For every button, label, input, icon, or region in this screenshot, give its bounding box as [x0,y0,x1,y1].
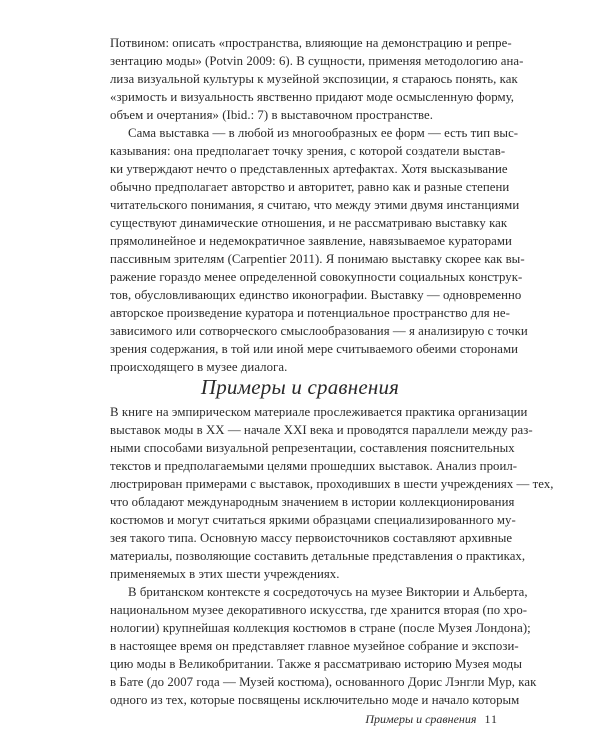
text-line: национальном музее декоративного искусства, где хранится вторая (по хро- [110,603,528,617]
text-line: тов, обусловливающих единство иконографии. Выставку — одновременно [110,288,522,302]
text-line: прямолинейное и недемократичное заявление, навязываемое кураторами [110,234,512,248]
text-line: пассивным зрителям (Carpentier 2011). Я понимаю выставку скорее как вы- [110,252,525,266]
text-line: Потвином: описать «пространства, влияющие на демонстрацию и репре- [110,36,512,50]
text-line: цию моды в Великобритании. Также я рассматриваю историю Музея моды [110,657,522,671]
text-line: зависимого или сотворческого смыслообразования — я анализирую с точки [110,324,528,338]
text-line: существуют динамические отношения, и не рассматриваю выставку как [110,216,508,230]
text-line: материалы, позволяющие составить детальные представления о практиках, [110,549,526,563]
text-line: текстов и предполагаемыми целями прошедших выставок. Анализ проил- [110,459,518,473]
text-line: костюмов и могут считаться яркими образцами специализированного му- [110,513,516,527]
text-line: нологии) крупнейшая коллекция костюмов в стране (после Музея Лондона); [110,621,531,635]
text-line: лиза визуальной культуры к музейной экспозиции, я стараюсь понять, как [110,72,518,86]
text-line: В книге на эмпирическом материале прослеживается практика организации [110,405,528,419]
text-line: происходящего в музее диалога. [110,360,288,374]
text-line: казывания: она предполагает точку зрения, с которой создатели выстав- [110,144,506,158]
page-number: 11 [484,712,498,726]
text-line: зея такого типа. Основную массу первоисточников составляют архивные [110,531,513,545]
text-line: что обладают международным значением в истории коллекционирования [110,495,515,509]
text-line: объем и очертания» (Ibid.: 7) в выставочном пространстве. [110,108,433,122]
text-line: в настоящее время он представляет главное музейное собрание и экспози- [110,639,519,653]
text-line: применяемых в этих шести учреждениях. [110,567,340,581]
text-line: ными способами визуальной репрезентации, составления пояснительных [110,441,515,455]
text-line: одного из тех, которые посвящены исключительно моде и начало которым [110,693,520,707]
text-line: читательского понимания, я считаю, что между этими двумя инстанциями [110,198,520,212]
text-line: люстрирован примерами с выставок, проходивших в шести учреждениях — тех, [110,477,554,491]
text-line: зентацию моды» (Potvin 2009: 6). В сущности, применяя методологию ана- [110,54,524,68]
text-line: авторское произведение куратора и потенциальное пространство для не- [110,306,510,320]
text-line: Сама выставка — в любой из многообразных ее форм — есть тип выс- [128,126,519,140]
text-line: зрения содержания, в той или иной мере считываемого обеими сторонами [110,342,519,356]
text-line: обычно предполагает авторство и авторитет, равно как и разные степени [110,180,510,194]
section-heading: Примеры и сравнения [200,375,400,399]
running-title: Примеры и сравнения [365,712,477,726]
text-line: ки утверждают нечто о представленных артефактах. Хотя высказывание [110,162,508,176]
text-line: «зримость и визуальность явственно придают моде осмысленную форму, [110,90,515,104]
text-line: в Бате (до 2007 года — Музей костюма), основанного Дорис Лэнгли Мур, как [110,675,537,689]
text-line: В британском контексте я сосредоточусь на музее Виктории и Альберта, [128,585,528,599]
text-line: ражение гораздо менее определенной совокупности социальных конструк- [110,270,523,284]
text-line: выставок моды в XX — начале XXI века и проводятся параллели между раз- [110,423,533,437]
page-footer [365,712,498,727]
